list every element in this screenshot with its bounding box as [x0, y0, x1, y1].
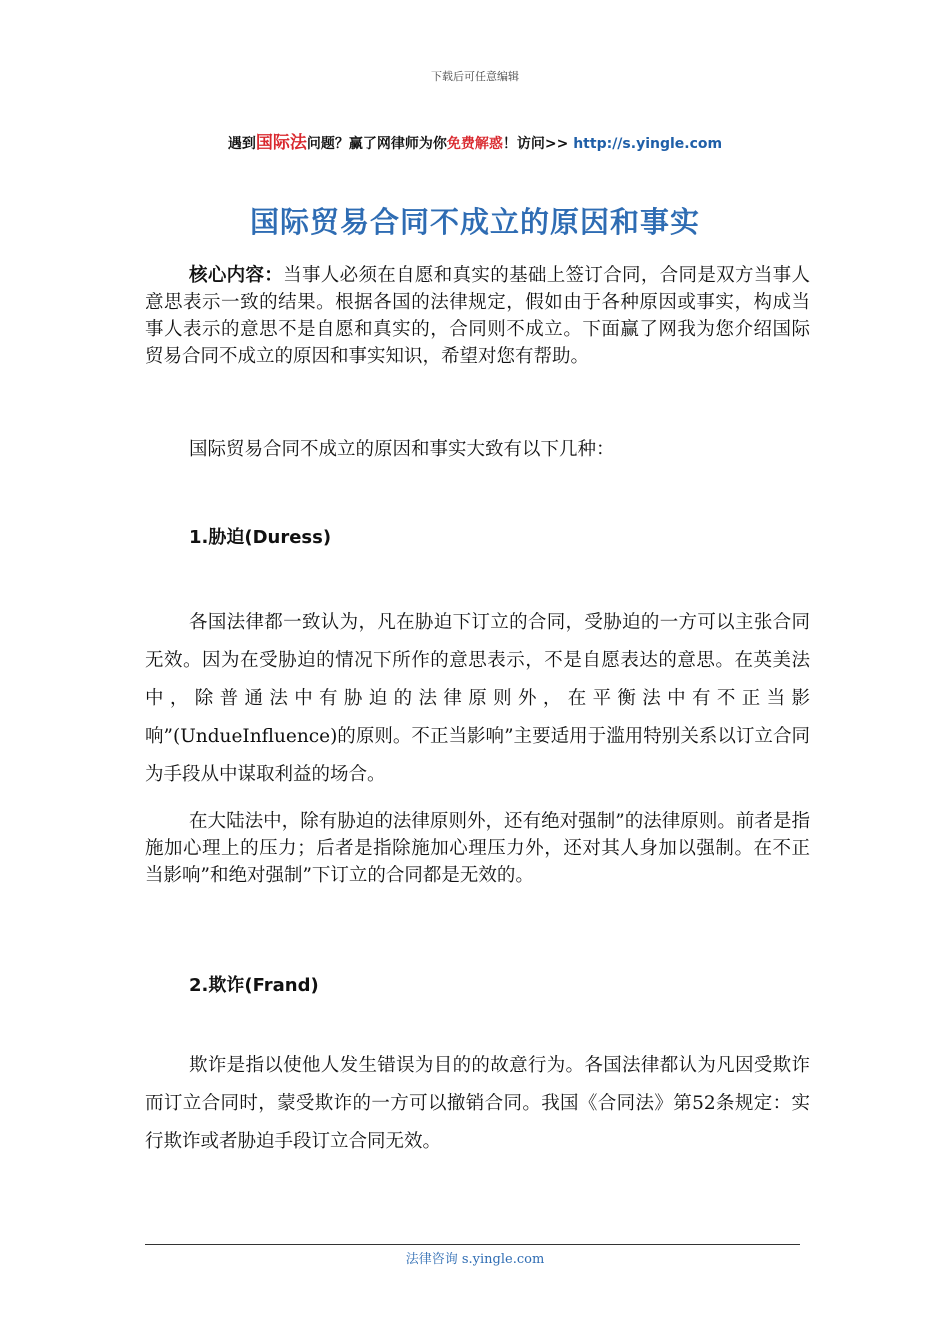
promo-text-3: ！访问>>	[502, 136, 574, 152]
promo-link[interactable]: http://s.yingle.com	[573, 136, 723, 152]
promo-text-1: 遇到	[227, 136, 256, 152]
footer-note: 法律咨询 s.yingle.com	[405, 1252, 545, 1267]
section-heading-fraud: 2.欺诈(Frand)	[189, 975, 319, 996]
fraud-paragraph-1: 欺诈是指以使他人发生错误为目的的故意行为。各国法律都认为凡因受欺诈而订立合同时，蒙受欺诈的一方可以撤销合同。我国《合同法》第52条规定：实行欺诈或者胁迫手段订立合同无效。	[145, 1055, 810, 1152]
promo-highlight: 免费解惑	[446, 136, 503, 152]
summary-label: 核心内容：	[189, 265, 284, 286]
promo-topic: 国际法	[255, 133, 307, 153]
intro-paragraph: 国际贸易合同不成立的原因和事实大致有以下几种：	[189, 439, 615, 460]
footer-divider	[145, 1244, 800, 1245]
summary-text: 当事人必须在自愿和真实的基础上签订合同，合同是双方当事人意思表示一致的结果。根据各国的法律规定，假如由于各种原因或事实，构成当事人表示的意思不是自愿和真实的，合同则不成立。下面赢了网我为您介绍国际贸易合同不成立的原因和事实知识，希望对您有帮助。	[145, 265, 810, 367]
page-title: 国际贸易合同不成立的原因和事实	[249, 205, 700, 239]
section-heading-duress: 1.胁迫(Duress)	[189, 527, 332, 548]
summary-paragraph	[145, 262, 810, 370]
promo-banner	[0, 128, 950, 153]
promo-text-2: 问题？赢了网律师为你	[306, 136, 447, 152]
header-note: 下载后可任意编辑	[431, 70, 519, 83]
duress-paragraph-2: 在大陆法中，除有胁迫的法律原则外，还有绝对强制”的法律原则。前者是指施加心理上的压力；后者是指除施加心理压力外，还对其人身加以强制。在不正当影响”和绝对强制”下订立的合同都是无效的。	[145, 811, 810, 886]
duress-paragraph-1: 各国法律都一致认为，凡在胁迫下订立的合同，受胁迫的一方可以主张合同无效。因为在受胁迫的情况下所作的意思表示，不是自愿表达的意思。在英美法中，除普通法中有胁迫的法律原则外，在平衡法中有不正当影响”(UndueInfluence)的原则。不正当影响”主要适用于滥用特别关系以订立合同为手段从中谋取利益的场合。	[145, 612, 810, 785]
